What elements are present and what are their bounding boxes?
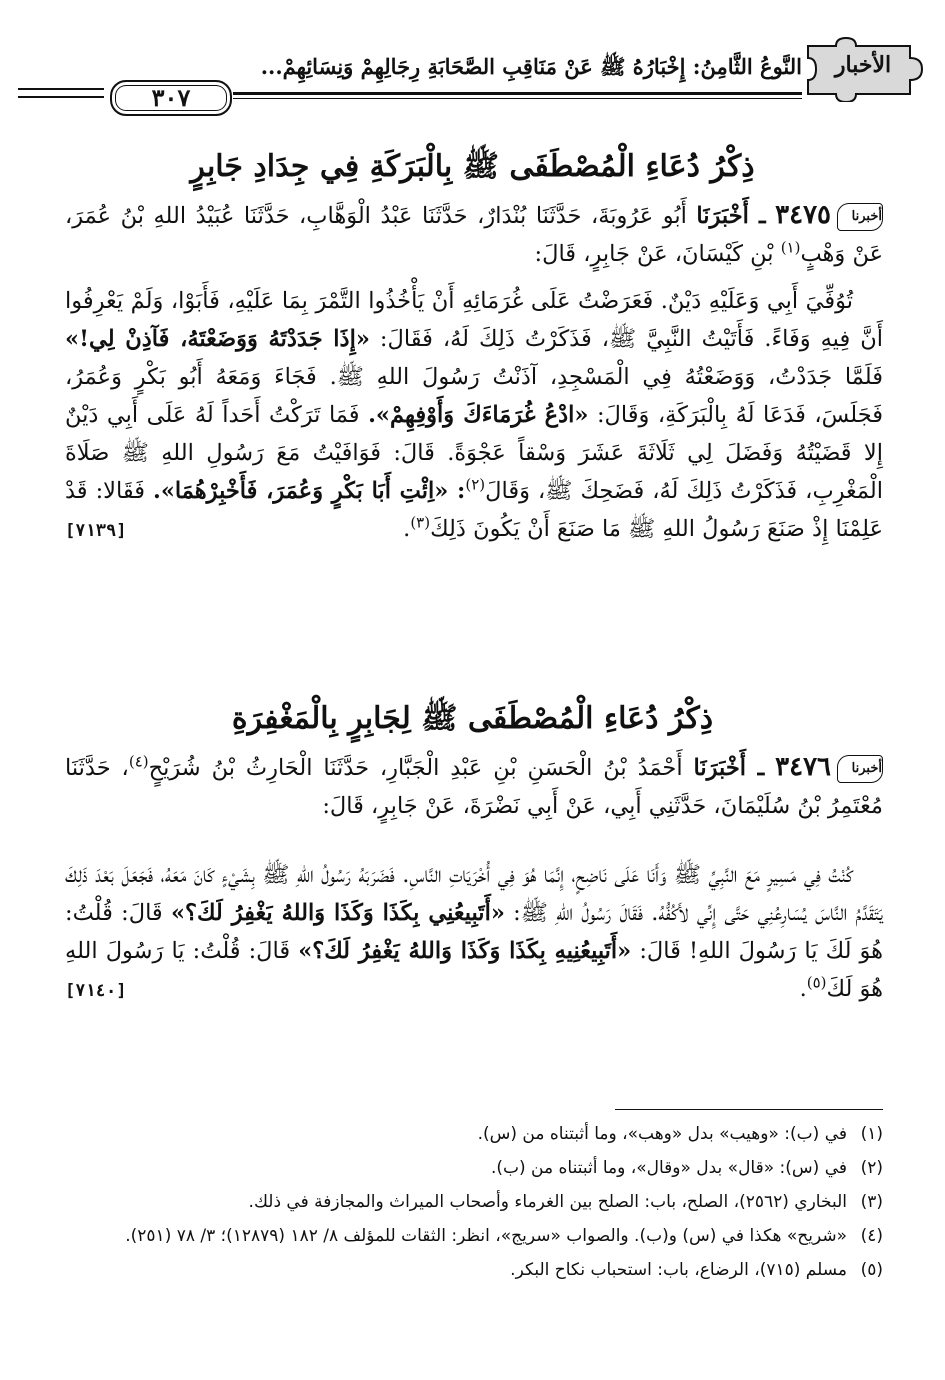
matn-text: قَالَ: قُلْتُ: يَا رَسُولَ اللهِ هُوَ لَكَ [65, 938, 883, 1002]
header-badge: الأخبار [834, 52, 892, 78]
hadith-reference: [٧١٤٠] [65, 981, 127, 1001]
prophet-quote: «ادْعُ غُرَمَاءَكَ وَأَوْفِهِمْ». [368, 402, 589, 428]
footnote-item [65, 1154, 883, 1182]
prophet-quote: «أَتَبِيعُنِي بِكَذَا وَكَذَا وَاللهُ يَغْفِرُ لَكَ؟» [170, 900, 505, 926]
section-heading: ذِكْرُ دُعَاءِ الْمُصْطَفَى ﷺ بِالْبَرَكَةِ فِي جِدَادِ جَابِرٍ [190, 149, 755, 184]
matn-text: فَمَا تَرَكْتُ أَحَداً لَهُ عَلَى أَبِي دَيْنٌ إِلا قَضَيْتُهُ وَفَضَلَ لِي ثَلَاثَةَ عَشَرَ وَسْقاً عَجْوَةً. قَالَ: فَوَافَيْتُ مَعَ رَسُولِ اللهِ ﷺ صَلَاةَ الْمَغْرِبِ، فَذَكَرْتُ ذَلِكَ لَهُ، فَضَحِكَ ﷺ، وَقَالَ [65, 402, 884, 504]
hadith-number: ٣٤٧٥ [775, 200, 831, 230]
isnad-text: أَحْمَدُ بْنُ الْحَسَنِ بْنِ عَبْدِ الْجَبَّارِ، حَدَّثَنَا الْحَارِثُ بْنُ شُرَيْحٍ [148, 755, 683, 781]
footnote-marker: (١) [780, 238, 801, 257]
hadith-number: ٣٤٧٦ [775, 752, 831, 782]
footnote-number: (٤) [860, 1226, 883, 1246]
prophet-quote: : «اِئْتِ أَبَا بَكْرٍ وَعُمَرَ، فَأَخْبِرْهُمَا». [153, 478, 466, 504]
running-header [18, 36, 930, 112]
section-heading: ذِكْرُ دُعَاءِ الْمُصْطَفَى ﷺ لِجَابِرٍ بِالْمَغْفِرَةِ [231, 701, 714, 736]
matn-text: فَقَالا: قَدْ عَلِمْنَا إِذْ صَنَعَ رَسُولُ اللهِ ﷺ مَا صَنَعَ أَنْ يَكُونَ ذَلِكَ [65, 478, 883, 542]
matn-text: فَلَمَّا جَدَدْتُ، وَوَضَعْتُهُ فِي الْمَسْجِدِ، آذَنْتُ رَسُولَ اللهِ ﷺ. فَجَاءَ وَمَعَهُ أَبُو بَكْرٍ وَعُمَرُ، فَجَلَسَ، فَدَعَا لَهُ بِالْبَرَكَةِ، وَقَالَ: [65, 364, 884, 428]
footnote-marker: (٥) [806, 973, 827, 992]
hadith-matn: تُوُفِّيَ أَبِي وَعَلَيْهِ دَيْنٌ. فَعَرَضْتُ عَلَى غُرَمَائِهِ أَنْ يَأْخُذُوا التَّمْرَ بِمَا عَلَيْهِ، فَأَبَوْا، وَلَمْ يَعْرِفُوا أَنَّ فِيهِ وَفَاءً. فَأَتَيْتُ النَّبِيَّ ﷺ، فَذَكَرْتُ ذَلِكَ لَهُ، فَقَالَ: «إِذَا جَدَدْتَهُ وَوَضَعْتَهُ، فَآذِنْ لِي!» فَلَمَّا جَدَدْتُ، وَوَضَعْتُهُ فِي الْمَسْجِدِ، آذَنْتُ رَسُولَ اللهِ ﷺ. فَجَاءَ وَمَعَهُ أَبُو بَكْرٍ وَعُمَرُ، فَجَلَسَ، فَدَعَا لَهُ بِالْبَرَكَةِ، وَقَالَ: «ادْعُ غُرَمَاءَكَ وَأَوْفِهِمْ». فَمَا تَرَكْتُ أَحَداً لَهُ عَلَى أَبِي دَيْنٌ إِلا قَضَيْتُهُ وَفَضَلَ لِي ثَلَاثَةَ عَشَرَ وَسْقاً عَجْوَةً. قَالَ: فَوَافَيْتُ مَعَ رَسُولِ اللهِ ﷺ صَلَاةَ الْمَغْرِبِ، فَذَكَرْتُ ذَلِكَ لَهُ، فَضَحِكَ ﷺ، وَقَالَ$^{(٢)}$: «اِئْتِ أَبَا بَكْرٍ وَعُمَرَ، فَأَخْبِرْهُمَا». فَقَالا: قَدْ عَلِمْنَا إِذْ صَنَعَ رَسُولُ اللهِ ﷺ مَا صَنَعَ أَنْ يَكُونَ ذَلِكَ$^{(٣)}$. [٧١٣٩] [65, 282, 883, 550]
footnote-marker: (٤) [128, 752, 149, 771]
prophet-quote: «أَتَبِيعُنِيهِ بِكَذَا وَكَذَا وَاللهُ يَغْفِرُ لَكَ؟» [298, 938, 632, 964]
footnote-marker: (٢) [465, 475, 486, 494]
page-number: ٣٠٧ [110, 80, 232, 116]
hadith-isnad [65, 196, 883, 273]
isnad-text: أَبُو عَرُوبَةَ، حَدَّثَنَا بُنْدَارٌ، حَدَّثَنَا عَبْدُ الْوَهَّابِ، حَدَّثَنَا عُبَيْدُ اللهِ بْنُ عُمَرَ، عَنْ وَهْبٍ [65, 203, 883, 267]
isnad-text: بْنِ كَيْسَانَ، عَنْ جَابِرٍ، قَالَ: [534, 241, 774, 267]
footnote-text: في (ب): «وهيب» بدل «وهب»، وما أثبتناه من (س). [477, 1124, 847, 1144]
footnotes [65, 1120, 883, 1290]
header-title: النَّوعُ الثَّامِنُ: إِخْبَارُهُ ﷺ عَنْ مَنَاقِبِ الصَّحَابَةِ رِجَالِهِمْ وَنِسَائِهِمْ... [260, 54, 802, 79]
footnote-item [65, 1222, 883, 1250]
footnote-text: «شريح» هكذا في (س) و(ب). والصواب «سريج»، انظر: الثقات للمؤلف ٨/ ١٨٢ (١٢٨٧٩)؛ ٣/ ٧٨ (٢٥١). [125, 1226, 847, 1246]
hadith-lead: ـ أَخْبَرَنَا [696, 203, 766, 229]
footnote-number: (١) [860, 1124, 883, 1144]
footnote-item [65, 1256, 883, 1284]
matn-text: كُنْتُ فِي مَسِيرٍ مَعَ النَّبِيِّ ﷺ وَأَنَا عَلَى نَاضِحٍ، إِنَّمَا هُوَ فِي أُخْرَيَاتِ النَّاسِ. فَضَرَبَهُ رَسُولُ اللهِ ﷺ بِشَيْءٍ كَانَ مَعَهُ، فَجَعَلَ بَعْدَ ذَلِكَ يَتَقَدَّمُ النَّاسَ يُسَارِعُنِي حَتَّى إِنِّي لأَكُفُّهُ. فَقَالَ رَسُولُ اللهِ ﷺ: [65, 862, 884, 926]
footnote-text: مسلم (٧١٥)، الرضاع، باب: استحباب نكاح البكر. [510, 1260, 847, 1280]
header-dash-line [18, 96, 104, 98]
footnote-text: في (س): «قال» بدل «وقال»، وما أثبتناه من (ب). [490, 1158, 847, 1178]
matn-text: قَالَ: قُلْتُ: هُوَ لَكَ يَا رَسُولَ اللهِ! قَالَ: [65, 900, 884, 964]
prophet-quote: «إِذَا جَدَدْتَهُ وَوَضَعْتَهُ، فَآذِنْ لِي!» [65, 326, 370, 352]
header-rule-thin [233, 98, 802, 99]
akhbarana-badge-icon: أخبرنا [837, 203, 883, 231]
footnote-item [65, 1188, 883, 1216]
footnote-number: (٥) [860, 1260, 883, 1280]
akhbarana-badge-icon: أخبرنا [837, 755, 883, 783]
header-dash-line [18, 88, 104, 90]
hadith-matn: كُنْتُ فِي مَسِيرٍ مَعَ النَّبِيِّ ﷺ وَأَنَا عَلَى نَاضِحٍ، إِنَّمَا هُوَ فِي أُخْرَيَاتِ النَّاسِ. فَضَرَبَهُ رَسُولُ اللهِ ﷺ بِشَيْءٍ كَانَ مَعَهُ، فَجَعَلَ بَعْدَ ذَلِكَ يَتَقَدَّمُ النَّاسَ يُسَارِعُنِي حَتَّى إِنِّي لأَكُفُّهُ. فَقَالَ رَسُولُ اللهِ ﷺ: «أَتَبِيعُنِي بِكَذَا وَكَذَا وَاللهُ يَغْفِرُ لَكَ؟» قَالَ: قُلْتُ: هُوَ لَكَ يَا رَسُولَ اللهِ! قَالَ: «أَتَبِيعُنِيهِ بِكَذَا وَكَذَا وَاللهُ يَغْفِرُ لَكَ؟» قَالَ: قُلْتُ: يَا رَسُولَ اللهِ هُوَ لَكَ$^{(٥)}$. [٧١٤٠] [65, 856, 883, 1010]
footnote-marker: (٣) [410, 513, 431, 532]
hadith-lead: ـ أَخْبَرَنَا [693, 755, 765, 781]
footnote-number: (٢) [860, 1158, 883, 1178]
footnote-number: (٣) [860, 1192, 883, 1212]
footnote-text: البخاري (٢٥٦٢)، الصلح، باب: الصلح بين الغرماء وأصحاب الميراث والمجازفة في ذلك. [248, 1192, 847, 1212]
header-rule [233, 92, 802, 95]
hadith-reference: [٧١٣٩] [65, 521, 127, 541]
hadith-isnad [65, 748, 883, 825]
isnad-text: ، حَدَّثَنَا مُعْتَمِرُ بْنُ سُلَيْمَانَ، حَدَّثَنِي أَبِي، عَنْ أَبِي نَضْرَةَ، عَنْ جَابِرٍ، قَالَ: [65, 755, 883, 819]
matn-text: تُوُفِّيَ أَبِي وَعَلَيْهِ دَيْنٌ. فَعَرَضْتُ عَلَى غُرَمَائِهِ أَنْ يَأْخُذُوا التَّمْرَ بِمَا عَلَيْهِ، فَأَبَوْا، وَلَمْ يَعْرِفُوا أَنَّ فِيهِ وَفَاءً. فَأَتَيْتُ النَّبِيَّ ﷺ، فَذَكَرْتُ ذَلِكَ لَهُ، فَقَالَ: [65, 288, 883, 352]
footnote-separator [615, 1109, 883, 1110]
footnote-item [65, 1120, 883, 1148]
